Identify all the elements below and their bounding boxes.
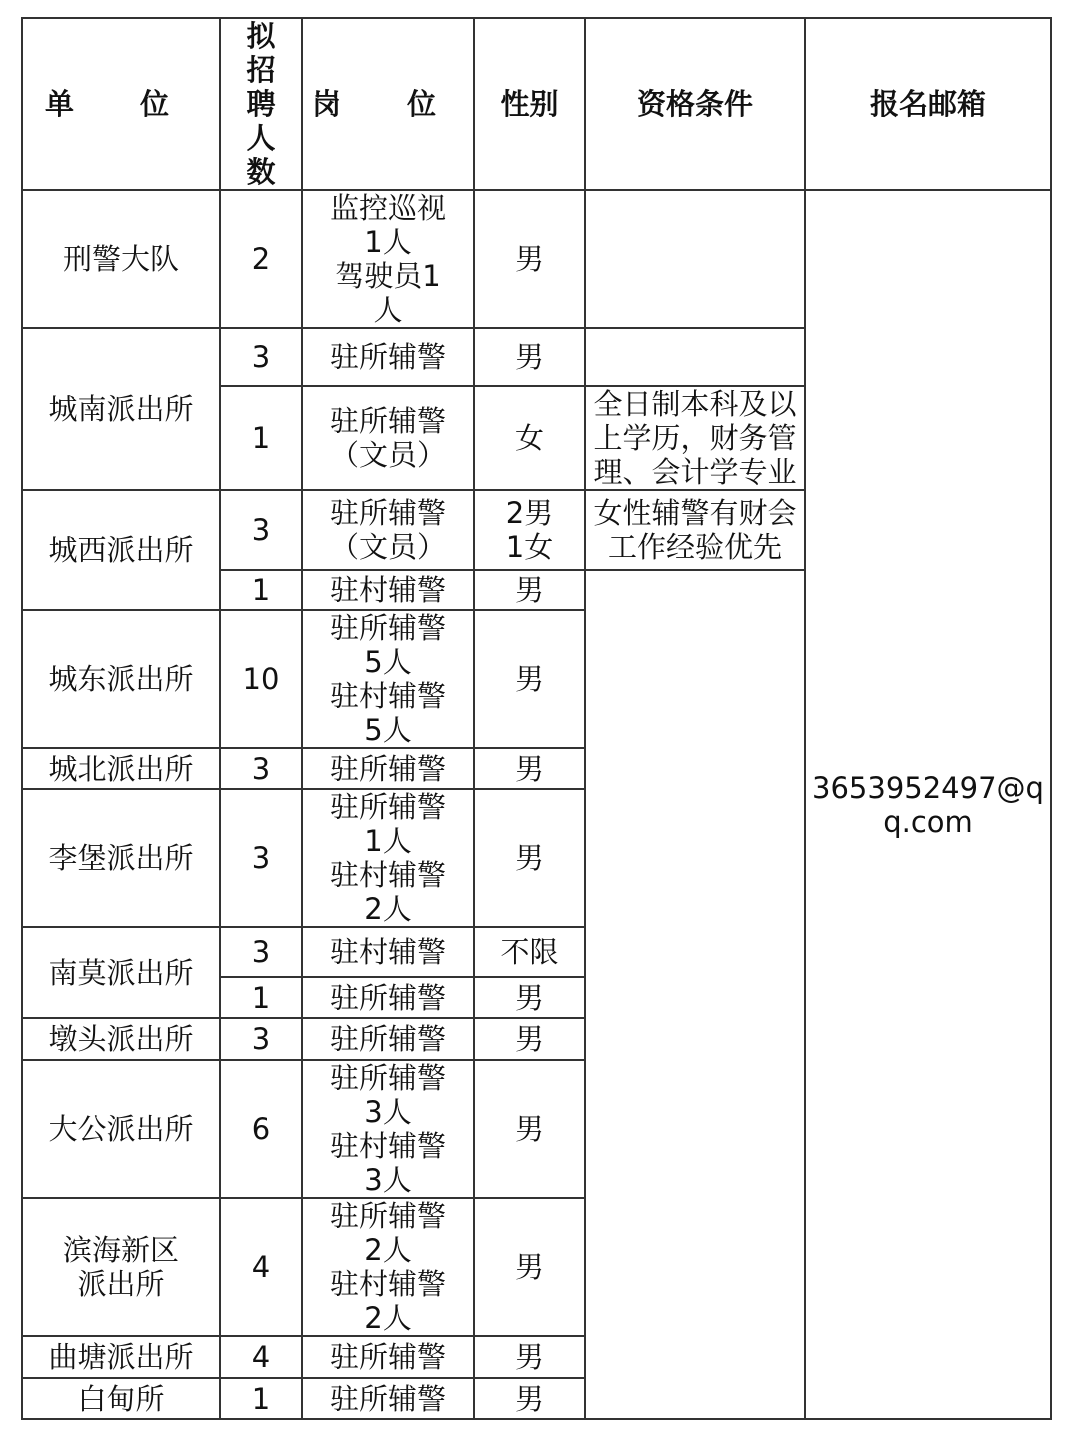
- gender-cell: 男: [474, 1018, 585, 1060]
- count-cell: 4: [220, 1198, 302, 1336]
- post-cell: 驻所辅警 （文员）: [302, 386, 474, 490]
- post-cell: 驻所辅警: [302, 328, 474, 386]
- count-cell: 3: [220, 328, 302, 386]
- unit-cell: 白甸所: [22, 1378, 220, 1419]
- count-cell: 4: [220, 1336, 302, 1378]
- post-cell: 驻村辅警: [302, 570, 474, 610]
- qualification-cell: [585, 570, 805, 1419]
- unit-cell: 城东派出所: [22, 610, 220, 748]
- post-cell: 驻所辅警 3人 驻村辅警 3人: [302, 1060, 474, 1198]
- header-qualification: 资格条件: [585, 18, 805, 190]
- gender-cell: 男: [474, 1336, 585, 1378]
- post-cell: 驻所辅警 1人 驻村辅警 2人: [302, 789, 474, 927]
- gender-cell: 不限: [474, 927, 585, 977]
- email-cell: 3653952497@qq.com: [805, 190, 1051, 1419]
- unit-cell: 李堡派出所: [22, 789, 220, 927]
- gender-cell: 男: [474, 610, 585, 748]
- gender-cell: 男: [474, 789, 585, 927]
- post-cell: 驻所辅警 2人 驻村辅警 2人: [302, 1198, 474, 1336]
- gender-cell: 男: [474, 1198, 585, 1336]
- post-cell: 驻所辅警: [302, 977, 474, 1018]
- count-cell: 3: [220, 789, 302, 927]
- unit-cell: 城南派出所: [22, 328, 220, 490]
- gender-cell: 男: [474, 190, 585, 328]
- count-cell: 3: [220, 927, 302, 977]
- count-cell: 1: [220, 570, 302, 610]
- header-gender: 性别: [474, 18, 585, 190]
- count-cell: 3: [220, 748, 302, 789]
- post-cell: 驻所辅警 （文员）: [302, 490, 474, 570]
- header-post: 岗 位: [302, 18, 474, 190]
- qualification-cell: 女性辅警有财会 工作经验优先: [585, 490, 805, 570]
- gender-cell: 男: [474, 977, 585, 1018]
- table-row: [22, 190, 1051, 328]
- post-cell: 驻所辅警: [302, 1336, 474, 1378]
- header-count: [220, 18, 302, 190]
- post-cell: 驻所辅警: [302, 748, 474, 789]
- header-row: [22, 18, 1051, 190]
- post-cell: 驻所辅警: [302, 1378, 474, 1419]
- gender-cell: 男: [474, 1060, 585, 1198]
- header-unit: 单 位: [22, 18, 220, 190]
- qualification-cell: [585, 190, 805, 328]
- gender-cell: 女: [474, 386, 585, 490]
- unit-cell: 南莫派出所: [22, 927, 220, 1018]
- recruitment-table: [21, 17, 1052, 1420]
- unit-cell: 大公派出所: [22, 1060, 220, 1198]
- gender-cell: 男: [474, 570, 585, 610]
- unit-cell: 城北派出所: [22, 748, 220, 789]
- post-cell: 监控巡视 1人 驾驶员1 人: [302, 190, 474, 328]
- post-cell: 驻所辅警: [302, 1018, 474, 1060]
- unit-cell: 曲塘派出所: [22, 1336, 220, 1378]
- count-cell: 6: [220, 1060, 302, 1198]
- unit-cell: 城西派出所: [22, 490, 220, 610]
- qualification-cell: 全日制本科及以 上学历，财务管 理、会计学专业: [585, 386, 805, 490]
- header-email: 报名邮箱: [805, 18, 1051, 190]
- unit-cell: 墩头派出所: [22, 1018, 220, 1060]
- post-cell: 驻村辅警: [302, 927, 474, 977]
- gender-cell: 男: [474, 328, 585, 386]
- post-cell: 驻所辅警 5人 驻村辅警 5人: [302, 610, 474, 748]
- count-cell: 3: [220, 490, 302, 570]
- count-cell: 1: [220, 977, 302, 1018]
- gender-cell: 2男 1女: [474, 490, 585, 570]
- gender-cell: 男: [474, 1378, 585, 1419]
- qualification-cell: [585, 328, 805, 386]
- gender-cell: 男: [474, 748, 585, 789]
- header-count-text: 拟招聘人数: [246, 19, 276, 189]
- count-cell: 2: [220, 190, 302, 328]
- unit-cell: 刑警大队: [22, 190, 220, 328]
- count-cell: 10: [220, 610, 302, 748]
- unit-cell: 滨海新区 派出所: [22, 1198, 220, 1336]
- count-cell: 1: [220, 386, 302, 490]
- count-cell: 3: [220, 1018, 302, 1060]
- count-cell: 1: [220, 1378, 302, 1419]
